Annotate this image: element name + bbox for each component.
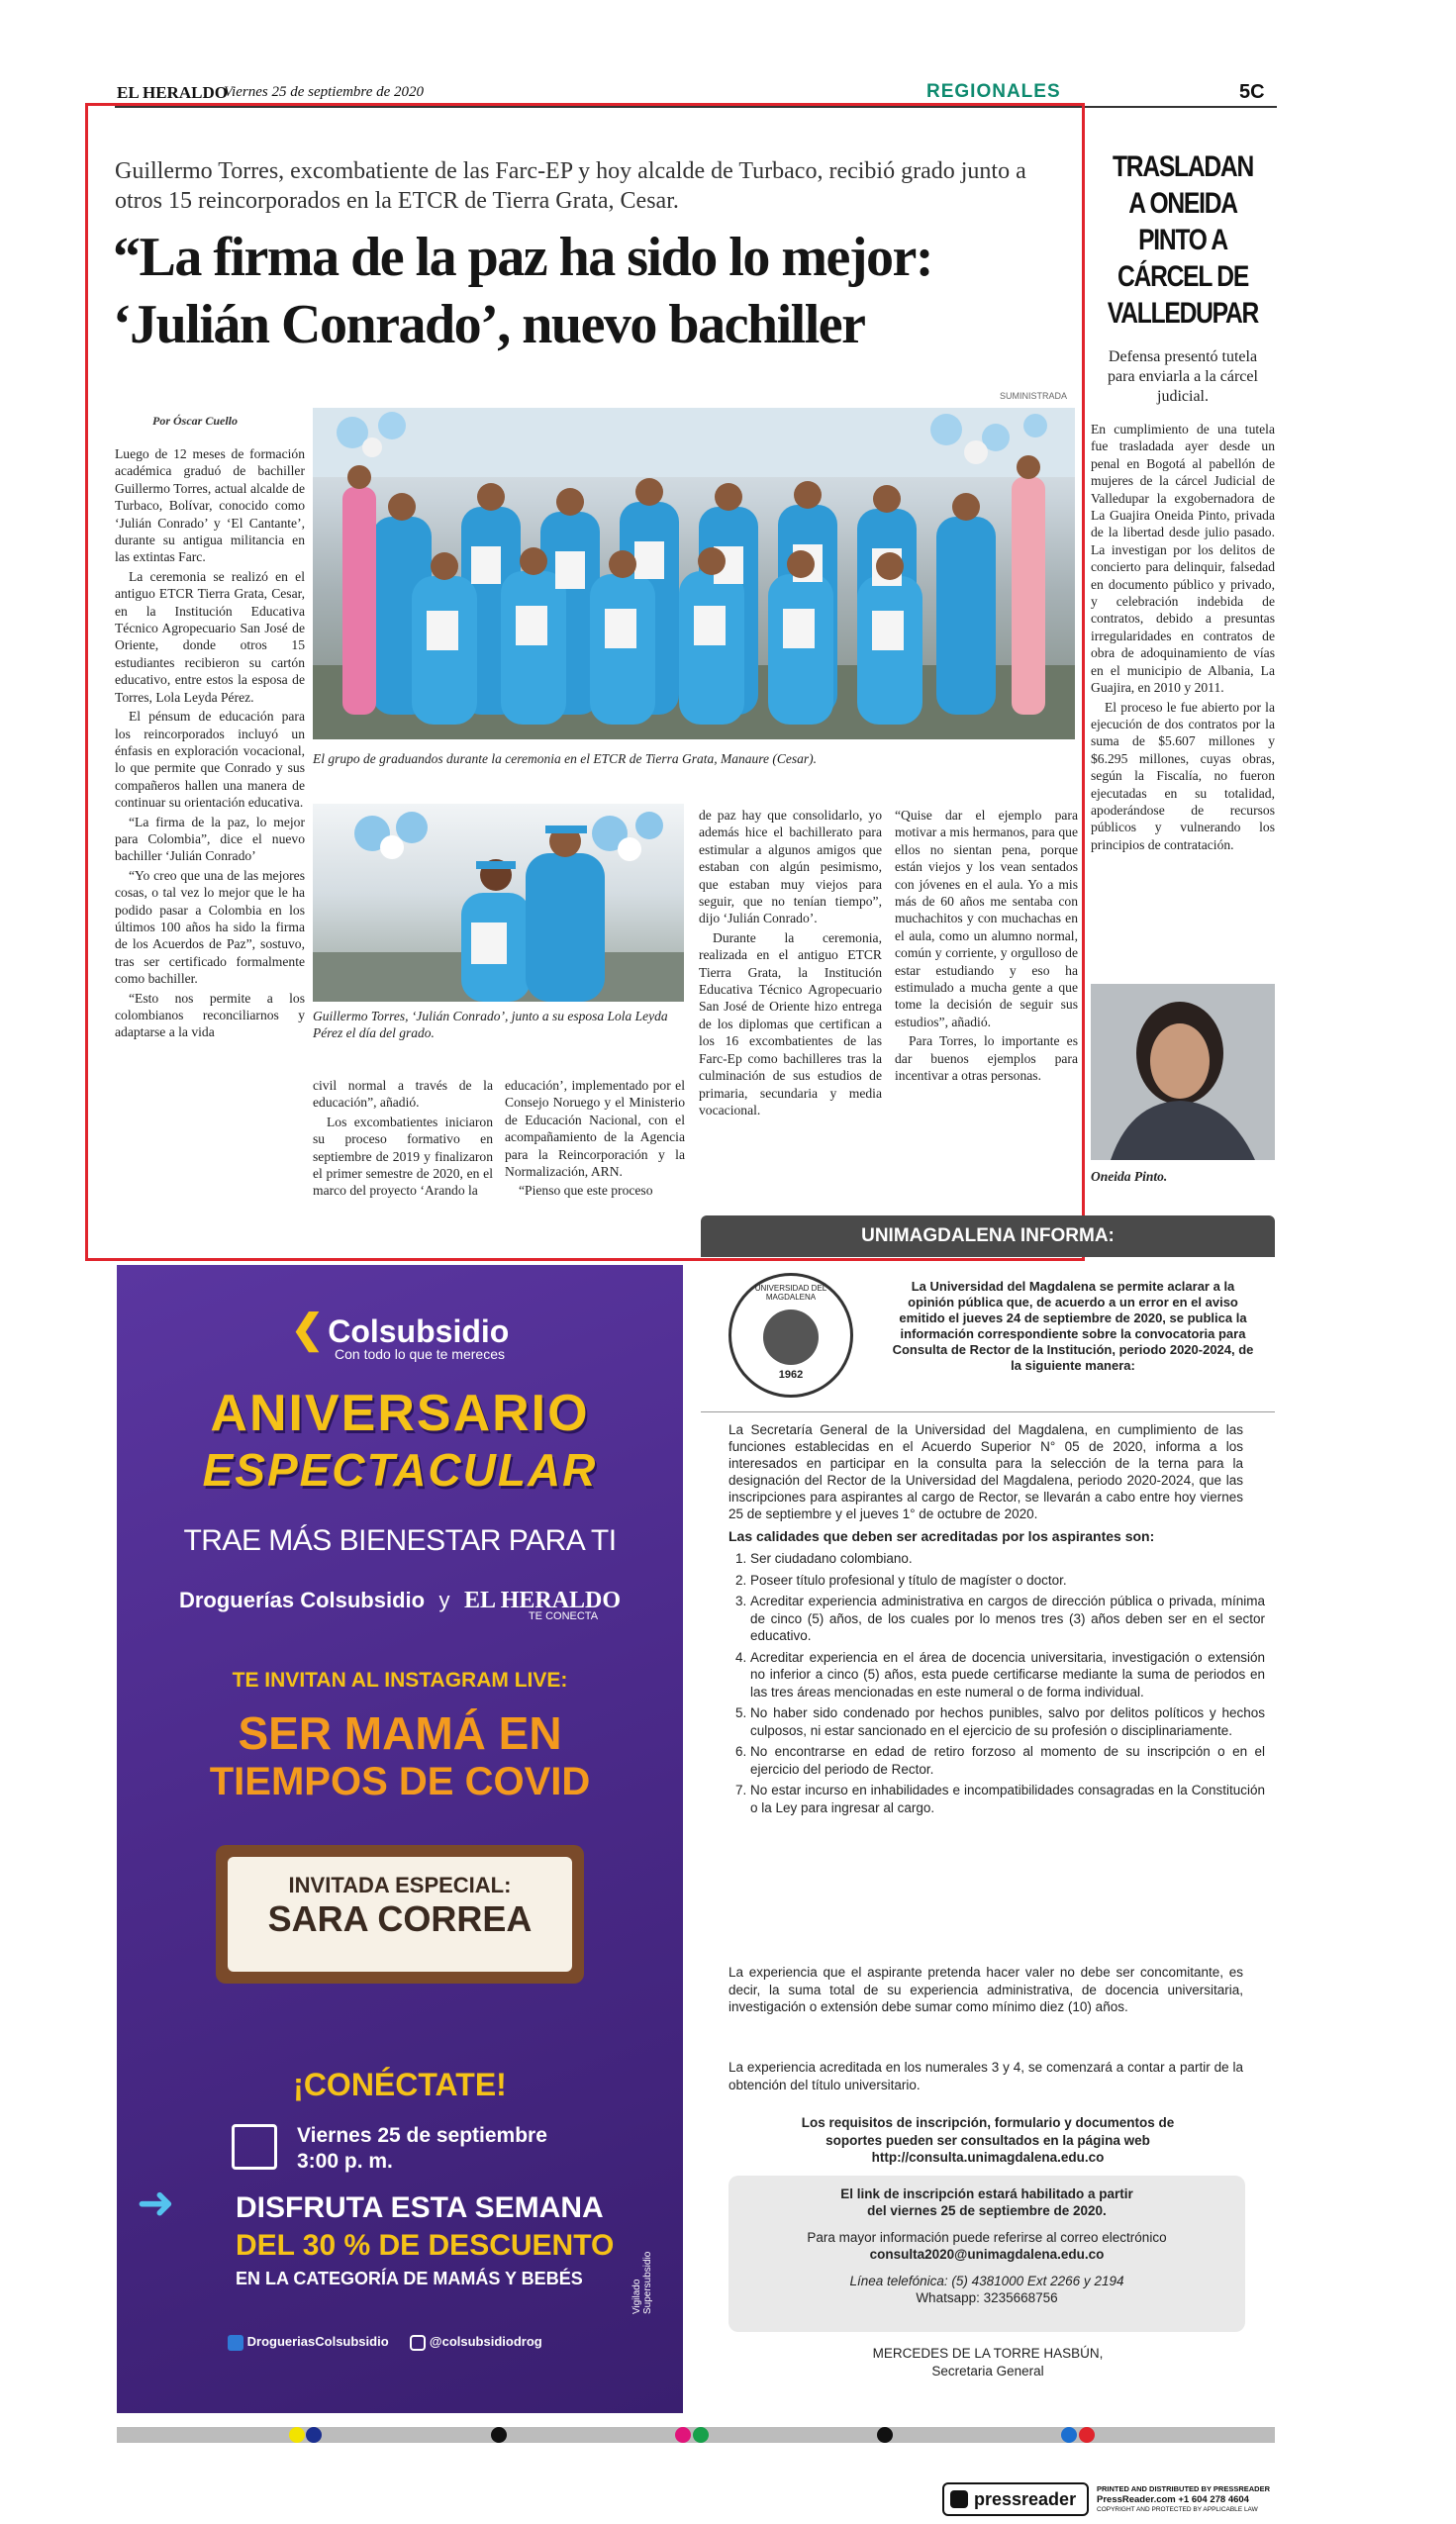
promo-2: DEL 30 % DE DESCUENTO: [236, 2229, 615, 2262]
guest-marquee: [216, 1845, 584, 1984]
registration-mark: [877, 2427, 893, 2443]
oneida-illustration: [1091, 984, 1275, 1160]
paragraph: Luego de 12 meses de formación académica graduó de bachiller Guillermo Torres, actual alcalde de Turbaco, Bolívar, conocido como ‘Julián Conrado’ y ‘El Cantante’, durante su antigua militancia en las extintas Farc.: [115, 446, 305, 565]
article-col-4: [699, 807, 882, 1120]
photo1-caption: El grupo de graduandos durante la ceremonia en el ETCR de Tierra Grata, Manaure (Cesar).: [313, 751, 817, 766]
side-article: [1091, 148, 1275, 855]
registration-mark: [675, 2427, 691, 2443]
article-col-3: [505, 1077, 685, 1202]
registration-mark: [289, 2427, 305, 2443]
paragraph: Para Torres, lo importante es dar buenos ejemplos para incentivar a otras personas.: [895, 1033, 1078, 1084]
side-body: [1091, 421, 1275, 853]
article-col-5: [895, 807, 1078, 1087]
requirement-item: 3. Acreditar experiencia administrativa en cargos de dirección pública o privada, mínima de cinco (5) años, de los cuales por lo menos tres (3) años deben ser en el sector educativo.: [750, 1593, 1265, 1645]
colsubsidio-brand: Colsubsidio: [328, 1313, 510, 1349]
info-box-phone: Línea telefónica: (5) 4381000 Ext 2266 y 2194: [849, 2274, 1124, 2288]
colsubsidio-ad: [117, 1265, 683, 2413]
ad-connect: ¡CONÉCTATE!: [293, 2067, 507, 2102]
paragraph: “Pienso que este proceso: [519, 1183, 653, 1199]
paragraph: educación’, implementado por el Consejo Noruego y el Ministerio de Educación Nacional, con el acompañamiento de la Agencia para la Reincorporación y la Normalización, ARN.: [505, 1078, 685, 1180]
pressreader-badge: [942, 2482, 1275, 2518]
unimag-signer: MERCEDES DE LA TORRE HASBÚN,: [872, 2346, 1104, 2361]
oneida-photo: [1091, 984, 1275, 1160]
ad-live-title-1: SER MAMÁ EN: [238, 1707, 562, 1759]
section-name: REGIONALES: [926, 81, 1061, 102]
unimag-list-title: Las calidades que deben ser acreditadas por los aspirantes son:: [728, 1528, 1155, 1544]
side-summary: Defensa presentó tutela para enviarla a la cárcel judicial.: [1108, 348, 1258, 405]
guest-label: INVITADA ESPECIAL:: [288, 1873, 512, 1897]
article-headline: “La firma de la paz ha sido lo mejor: ‘Julián Conrado’, nuevo bachiller: [113, 227, 932, 355]
graduates-illustration: [313, 408, 1075, 739]
header-date: Viernes 25 de septiembre de 2020: [224, 84, 425, 100]
seal-year: 1962: [778, 1369, 804, 1381]
print-line-3: COPYRIGHT AND PROTECTED BY APPLICABLE LAW: [1097, 2506, 1258, 2513]
seal-emblem-icon: [763, 1310, 819, 1365]
paragraph: Durante la ceremonia, realizada en el antiguo ETCR Tierra Grata, la Institución Educativa Técnico Agropecuario San José de Oriente hizo entrega de los diplomas que certifican a los 16 excombatientes de las Farc-Ep como bachilleres tras la culminación de sus estudios de primaria, secundaria y media vocacional.: [699, 929, 882, 1117]
info-box-link: El link de inscripción estará habilitado a partir del viernes 25 de septiembre de 2020.: [840, 2186, 1133, 2218]
unimag-seal: [728, 1273, 853, 1398]
colsubsidio-logo: [117, 1307, 683, 1362]
unimag-requirements-web: Los requisitos de inscripción, formulario y documentos de soportes pueden ser consultados en la página web http://consulta.unimagdalena.edu.co: [801, 2115, 1175, 2165]
paragraph: “Yo creo que una de las mejores cosas, o tal vez lo mejor que le ha podido pasar a Colombia en los últimos 100 años ha sido la firma de los Acuerdos de Paz”, sostuvo, tras ser certificado formalmente como bachiller.: [115, 867, 305, 987]
requirement-item: 5. No haber sido condenado por hechos punibles, salvo por delitos políticos y hechos culposos, ni estar sancionado en el ejercicio de su profesión o disciplinariamente.: [750, 1704, 1265, 1739]
registration-mark: [491, 2427, 507, 2443]
requirement-item: 6. No encontrarse en edad de retiro forzoso al momento de su inscripción o en el ejercicio del periodo de Rector.: [750, 1743, 1265, 1778]
article-col-1: [115, 445, 305, 1043]
partner-droguerias: Droguerías Colsubsidio: [178, 1588, 426, 1612]
unimag-signer-title: Secretaria General: [931, 2364, 1044, 2378]
partner-elheraldo-sub: TE CONECTA: [528, 1610, 599, 1622]
promo-3: EN LA CATEGORÍA DE MAMÁS Y BEBÉS: [236, 2269, 583, 2288]
requirement-item: 2. Poseer título profesional y título de magíster o doctor.: [750, 1572, 1265, 1590]
paragraph: El proceso le fue abierto por la ejecución de dos contratos por la suma de $5.607 millones y $6.295 millones, cuyas obras, según la Fiscalía, no fueron ejecutadas en su totalidad, apoderándose de recursos públicos y vulnerando los principios de contratación.: [1091, 699, 1275, 852]
unimag-rule: [701, 1411, 1275, 1412]
photo-credit: SUMINISTRADA: [1000, 391, 1068, 401]
ad-date: Viernes 25 de septiembre: [297, 2124, 547, 2147]
photo2-caption: Guillermo Torres, ‘Julián Conrado’, junto a su esposa Lola Leyda Pérez el día del grado.: [313, 1009, 668, 1040]
pressreader-logo: [942, 2482, 1089, 2516]
unimag-info-box: [728, 2176, 1245, 2332]
unimag-banner-text: UNIMAGDALENA INFORMA:: [861, 1225, 1115, 1246]
ad-partners: [117, 1588, 683, 1622]
guest-panel: [228, 1857, 572, 1972]
paragraph: Los excombatientes iniciaron su proceso formativo en septiembre de 2019 y finalizaron el primer semestre de 2020, en el marco del proyecto ‘Arando la: [313, 1114, 493, 1199]
page-number: 5C: [1239, 81, 1265, 103]
ad-live-title-2: TIEMPOS DE COVID: [209, 1760, 591, 1803]
unimag-intro: La Universidad del Magdalena se permite aclarar a la opinión pública que, de acuerdo a un error en el aviso emitido el jueves 24 de septiembre de 2020, se publica la información correspondiente sobre la convocatoria para Consulta de Rector de la Institución, periodo 2020-2024, de la siguiente manera:: [892, 1279, 1254, 1373]
paragraph: “Esto nos permite a los colombianos reconciliarnos y adaptarse a la vida: [115, 990, 305, 1040]
couple-illustration: [313, 804, 684, 1002]
paragraph: “Quise dar el ejemplo para motivar a mis hermanos, para que ellos no sientan pena, porque están viejos y los vean sentados con jóvenes en el aula. Yo a mis más de 60 años me sentaba con muchachitos y con muchachas en el aula, como un alumno normal, común y corriente, y orgulloso de estar estudiando y eso ha estimulado a mucha gente a que tome la decisión de seguir sus estudios”, añadió.: [895, 808, 1078, 1029]
print-line-1: PRINTED AND DISTRIBUTED BY PRESSREADER: [1097, 2484, 1271, 2493]
social-facebook: DrogueriasColsubsidio: [246, 2334, 389, 2349]
couple-photo: [313, 804, 684, 1002]
paragraph: En cumplimiento de una tutela fue trasladada ayer desde un penal en Bogotá al pabellón de mujeres de la cárcel Judicial de Valledupar la exgobernadora de La Guajira Oneida Pinto, privada de la libertad desde julio pasado. La investigan por los delitos de concierto para delinquir, falsedad en documento público y privado, y celebración indebida de contratos, debido a presuntas irregularidades en contratos de obra de adoquinamiento de vías en el municipio de Albania, La Guajira, en 2010 y 2011.: [1091, 422, 1275, 696]
unimag-banner: [701, 1215, 1275, 1257]
colsubsidio-tagline: Con todo lo que te mereces: [335, 1346, 505, 1362]
seal-text: UNIVERSIDAD DEL MAGDALENA: [754, 1284, 827, 1302]
unimag-para3: La experiencia acreditada en los numerales 3 y 4, se comenzará a contar a partir de la obtención del título universitario.: [728, 2060, 1243, 2092]
ad-title-1: ANIVERSARIO: [210, 1385, 590, 1442]
pressreader-icon: [950, 2490, 968, 2508]
arrow-icon: ➜: [137, 2176, 175, 2229]
side-headline: TRASLADAN A ONEIDA PINTO A CÁRCEL DE VALLEDUPAR: [1107, 150, 1259, 330]
paragraph: La ceremonia se realizó en el antiguo ETCR Tierra Grata, Cesar, en la Institución Educativa Técnico Agropecuario San José de Oriente, donde otros 15 estudiantes recibieron su cartón educativo, entre estos la esposa de Torres, Lola Leyda Pérez.: [115, 568, 305, 705]
social-instagram: @colsubsidiodrog: [429, 2334, 542, 2349]
partner-elheraldo: EL HERALDO: [464, 1588, 622, 1613]
oneida-caption: Oneida Pinto.: [1091, 1169, 1168, 1184]
registration-mark: [693, 2427, 709, 2443]
ad-title-2: ESPECTACULAR: [202, 1444, 598, 1496]
info-box-email[interactable]: consulta2020@unimagdalena.edu.co: [869, 2247, 1105, 2262]
byline: Por Óscar Cuello: [152, 414, 239, 428]
unimag-requirements-list: [728, 1546, 1265, 1816]
paragraph: de paz hay que consolidarlo, yo además hice el bachillerato para estimular a algunos amigos que estaban con algún pesimismo, que estaban muy viejos para seguir, que no tenían tiempo”, dijo ‘Julián Conrado’.: [699, 808, 882, 926]
promo-1: DISFRUTA ESTA SEMANA: [236, 2191, 604, 2224]
print-line-2: PressReader.com +1 604 278 4604: [1097, 2494, 1249, 2505]
page-header: [117, 81, 1277, 105]
paragraph: El pénsum de educación para los reincorporados incluyó un énfasis en exploración vocacional, lo que permite que Conrado y sus compañeros hallen una manera de continuar su orientación educativa.: [115, 709, 305, 811]
partner-and: y: [438, 1588, 450, 1612]
info-box-email-label: Para mayor información puede referirse al correo electrónico: [807, 2230, 1167, 2245]
unimagdalena-ad: [701, 1215, 1275, 2403]
ad-invite: TE INVITAN AL INSTAGRAM LIVE:: [232, 1669, 568, 1692]
paragraph: civil normal a través de la educación”, añadió.: [313, 1078, 493, 1111]
instagram-icon: [410, 2335, 426, 2351]
requirement-item: 7. No estar incurso en inhabilidades e incompatibilidades consagradas en la Constitución o la Ley para ingresar al cargo.: [750, 1782, 1265, 1816]
article-kicker: Guillermo Torres, excombatiente de las Farc-EP y hoy alcalde de Turbaco, recibió grado junto a otros 15 reincorporados en la ETCR de Tierra Grata, Cesar.: [115, 158, 1026, 214]
info-box-whatsapp: Whatsapp: 3235668756: [916, 2290, 1058, 2305]
paper-name: EL HERALDO: [117, 83, 228, 102]
registration-mark: [1061, 2427, 1077, 2443]
colsubsidio-chevron-icon: ❮: [290, 1308, 325, 1351]
article-col-2: [313, 1077, 493, 1202]
calendar-icon: [232, 2124, 277, 2170]
facebook-icon: [228, 2335, 243, 2351]
registration-mark: [306, 2427, 322, 2443]
pressreader-name: pressreader: [974, 2489, 1077, 2509]
vigilado-label: Vigilado Supersubsidio: [631, 2251, 653, 2314]
ad-time: 3:00 p. m.: [297, 2150, 393, 2173]
guest-name: SARA CORREA: [267, 1898, 533, 1939]
requirement-item: 4. Acreditar experiencia en el área de docencia universitaria, investigación o extensión no inferior a cinco (5) años, esta puede certificarse mediante la suma de periodos en las tres áreas mencionadas en este numeral o de forma individual.: [750, 1649, 1265, 1701]
unimag-para2: La experiencia que el aspirante pretenda hacer valer no debe ser concomitante, es decir, la suma total de su experiencia administrativa, de docencia universitaria, investigación o extensión debe sumar como mínimo diez (10) años.: [728, 1965, 1243, 2014]
unimag-para1: La Secretaría General de la Universidad del Magdalena, en cumplimiento de las funciones establecidas en el Acuerdo Superior N° 05 de 2020, informa a los interesados en participar en la consulta para la selección de la terna para la designación del Rector de la Universidad del Magdalena, periodo 2020-2024, que las inscripciones para aspirantes al cargo de Rector, se llevarán a cabo entre hoy viernes 25 de septiembre y el jueves 1° de octubre de 2020.: [728, 1422, 1243, 1521]
paragraph: “La firma de la paz, lo mejor para Colombia”, dice el nuevo bachiller ‘Julián Conrado’: [115, 814, 305, 864]
requirement-item: 1. Ser ciudadano colombiano.: [750, 1550, 1265, 1568]
registration-mark: [1079, 2427, 1095, 2443]
ad-subtitle: TRAE MÁS BIENESTAR PARA TI: [183, 1524, 617, 1557]
graduates-photo: [313, 408, 1075, 739]
ad-social: [228, 2334, 542, 2351]
